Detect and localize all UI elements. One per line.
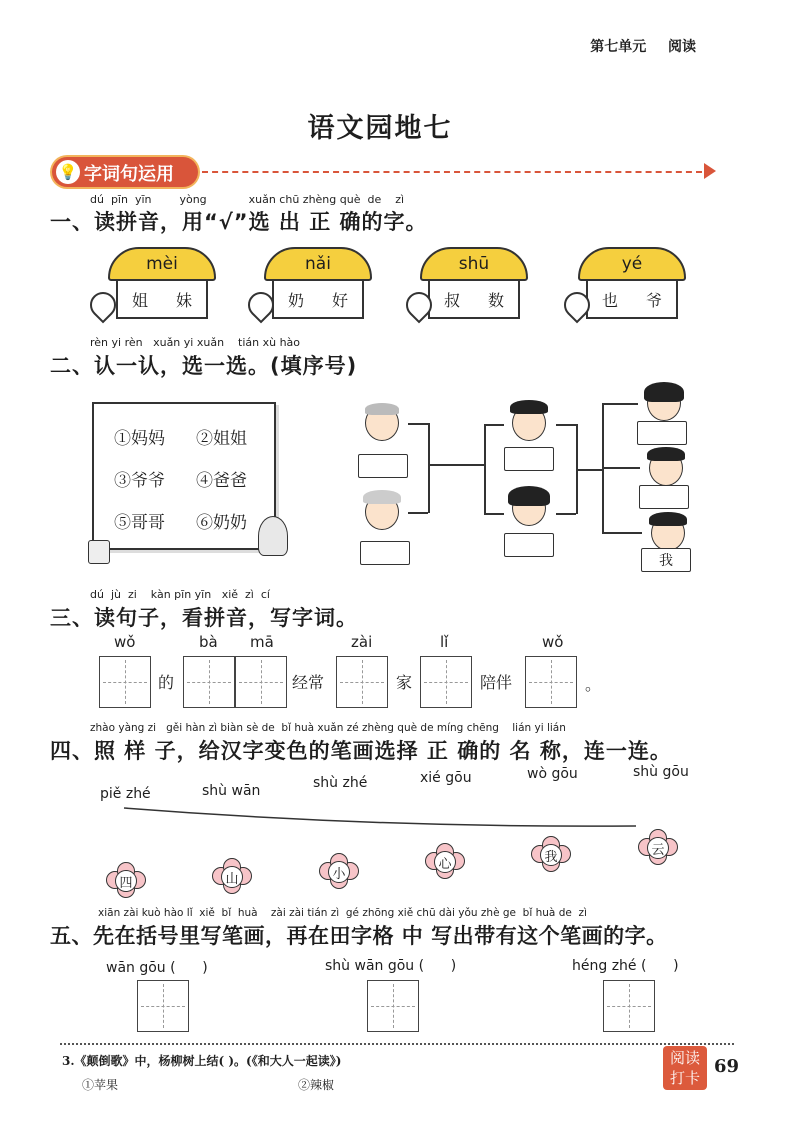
q3-word-de: 的 bbox=[158, 673, 175, 692]
stroke-name[interactable]: wò gōu bbox=[527, 766, 578, 782]
house-pinyin: shū bbox=[458, 254, 490, 274]
house-body bbox=[428, 279, 520, 319]
father-hair bbox=[510, 400, 548, 414]
section-banner bbox=[52, 157, 198, 187]
footer-dotted-line bbox=[60, 1043, 734, 1045]
tian-grid[interactable] bbox=[336, 656, 388, 708]
flower-char[interactable] bbox=[638, 829, 678, 865]
stump-icon bbox=[88, 540, 110, 564]
stroke-name[interactable]: xié gōu bbox=[420, 770, 472, 786]
answer-box-grandma[interactable] bbox=[360, 541, 410, 565]
tian-grid[interactable] bbox=[525, 656, 577, 708]
house-char[interactable]: 也 bbox=[601, 290, 618, 310]
stroke-name[interactable]: shù gōu bbox=[633, 764, 689, 780]
q3-pinyin-wo2: wǒ bbox=[542, 633, 564, 651]
tian-grid[interactable] bbox=[99, 656, 151, 708]
answer-box-father[interactable] bbox=[504, 447, 554, 471]
house-char[interactable]: 姐 bbox=[131, 290, 148, 310]
mother-hair bbox=[508, 486, 550, 506]
connector-line bbox=[428, 423, 430, 513]
q3-pinyin-zai: zài bbox=[351, 633, 373, 651]
house-pinyin: nǎi bbox=[305, 254, 331, 274]
flower-char-text: 云 bbox=[647, 837, 669, 859]
q3-word-jia: 家 bbox=[396, 673, 413, 692]
option-item: ⑤哥哥 bbox=[114, 513, 165, 533]
flower-char-text: 山 bbox=[221, 866, 243, 888]
q3-word-peiban: 陪伴 bbox=[480, 673, 513, 692]
connector-line bbox=[408, 512, 428, 514]
house-char[interactable]: 爷 bbox=[645, 290, 662, 310]
house-char[interactable]: 妹 bbox=[175, 290, 192, 310]
footer-question: 3.《颠倒歌》中，杨柳树上结( )。(《和大人一起读》) bbox=[62, 1054, 342, 1068]
q5-stroke-label[interactable]: héng zhé ( ) bbox=[572, 958, 679, 974]
options-board bbox=[92, 402, 276, 550]
flower-char[interactable] bbox=[212, 858, 252, 894]
house-body bbox=[586, 279, 678, 319]
banner-label: 字词句运用 bbox=[84, 164, 174, 185]
header bbox=[590, 36, 696, 56]
q5-pinyin: xiān zài kuò hào lǐ xiě bǐ huà zài zài tián zì gé zhōng xiě chū dài yǒu zhè ge bǐ huà de zì bbox=[98, 907, 587, 919]
q3-pinyin-wo: wǒ bbox=[114, 633, 136, 651]
q3-pinyin-li: lǐ bbox=[440, 633, 449, 651]
answer-box-girl[interactable] bbox=[637, 421, 687, 445]
house-pinyin: mèi bbox=[146, 254, 178, 274]
house-char[interactable]: 好 bbox=[331, 290, 348, 310]
me-box bbox=[641, 548, 691, 572]
grandpa-hair bbox=[365, 403, 399, 415]
flower-char[interactable] bbox=[106, 862, 146, 898]
house-char[interactable]: 奶 bbox=[287, 290, 304, 310]
flower-char-text: 心 bbox=[434, 851, 456, 873]
q3-word-end: 。 bbox=[585, 675, 602, 694]
option-item: ⑥奶奶 bbox=[196, 513, 247, 533]
tian-grid[interactable] bbox=[367, 980, 419, 1032]
q4-pinyin: zhào yàng zi gěi hàn zì biàn sè de bǐ huà xuǎn zé zhèng què de míng chēng lián yi lián bbox=[90, 722, 566, 734]
q2-pinyin: rèn yi rèn xuǎn yi xuǎn tián xù hào bbox=[90, 336, 301, 349]
reading-badge[interactable] bbox=[663, 1046, 707, 1090]
page-title: 语文园地七 bbox=[307, 113, 453, 144]
q3-word-jingchang: 经常 bbox=[292, 673, 325, 692]
flower-char[interactable] bbox=[425, 843, 465, 879]
answer-box-mother[interactable] bbox=[504, 533, 554, 557]
example-connect-line bbox=[120, 800, 640, 830]
q3-text: 三、读句子，看拼音，写字词。 bbox=[50, 606, 358, 630]
q5-stroke-label[interactable]: wān gōu ( ) bbox=[106, 960, 208, 976]
connector-line bbox=[484, 424, 504, 426]
connector-line bbox=[484, 424, 486, 514]
grandma-hair bbox=[363, 490, 401, 504]
connector-line bbox=[576, 469, 602, 471]
header-section: 阅读 bbox=[668, 39, 696, 55]
q1-pinyin: dú pīn yīn yòng xuǎn chū zhèng què de zì bbox=[90, 193, 405, 206]
connector-line bbox=[484, 513, 504, 515]
header-unit: 第七单元 bbox=[590, 39, 647, 55]
reading-badge-line2: 打卡 bbox=[669, 1069, 700, 1087]
house-char[interactable]: 数 bbox=[487, 290, 504, 310]
q4-text: 四、照 样 子，给汉字变色的笔画选择 正 确的 名 称，连一连。 bbox=[50, 739, 672, 763]
girl-hair bbox=[644, 382, 684, 402]
flower-char[interactable] bbox=[319, 853, 359, 889]
boy-hair bbox=[647, 447, 685, 461]
q5-text: 五、先在括号里写笔画，再在田字格 中 写出带有这个笔画的字。 bbox=[50, 924, 668, 948]
house-body bbox=[116, 279, 208, 319]
connector-line bbox=[556, 424, 576, 426]
connector-line bbox=[602, 403, 638, 405]
answer-box-grandpa[interactable] bbox=[358, 454, 408, 478]
tian-grid[interactable] bbox=[183, 656, 235, 708]
flower-char[interactable] bbox=[531, 836, 571, 872]
tian-grid[interactable] bbox=[137, 980, 189, 1032]
banner-dashed-line bbox=[202, 171, 702, 173]
flower-char-text: 四 bbox=[115, 870, 137, 892]
option-item: ④爸爸 bbox=[196, 471, 247, 491]
answer-box-boy[interactable] bbox=[639, 485, 689, 509]
hedgehog-icon bbox=[258, 516, 288, 556]
stroke-name[interactable]: shù zhé bbox=[313, 775, 368, 791]
option-item: ③爷爷 bbox=[114, 471, 165, 491]
reading-badge-line1: 阅读 bbox=[669, 1049, 700, 1067]
q5-stroke-label[interactable]: shù wān gōu ( ) bbox=[325, 958, 457, 974]
me-hair bbox=[649, 512, 687, 526]
q1-text: 一、读拼音，用“√”选 出 正 确的字。 bbox=[50, 210, 428, 234]
connector-line bbox=[556, 513, 576, 515]
flower-char-text: 小 bbox=[328, 861, 350, 883]
q2-text: 二、认一认，选一选。(填序号) bbox=[50, 354, 358, 378]
option-item: ①妈妈 bbox=[114, 429, 165, 449]
connector-line bbox=[602, 532, 642, 534]
option-item: ②姐姐 bbox=[196, 429, 247, 449]
connector-line bbox=[602, 467, 640, 469]
connector-line bbox=[428, 464, 484, 466]
house-body bbox=[272, 279, 364, 319]
flower-char-text: 我 bbox=[540, 844, 562, 866]
q3-pinyin-ba: bà bbox=[199, 633, 218, 651]
tian-grid[interactable] bbox=[603, 980, 655, 1032]
stroke-name[interactable]: shù wān bbox=[202, 783, 261, 799]
house-char[interactable]: 叔 bbox=[443, 290, 460, 310]
bulb-icon: 💡 bbox=[56, 160, 80, 184]
page-number: 69 bbox=[714, 1056, 740, 1077]
q3-pinyin-ma: mā bbox=[250, 633, 274, 651]
footer-option-1[interactable]: ①苹果 bbox=[82, 1078, 119, 1092]
footer-option-2[interactable]: ②辣椒 bbox=[298, 1078, 335, 1092]
stroke-name[interactable]: piě zhé bbox=[100, 786, 151, 802]
me-label: 我 bbox=[659, 553, 673, 569]
tian-grid[interactable] bbox=[235, 656, 287, 708]
tian-grid[interactable] bbox=[420, 656, 472, 708]
q3-pinyin: dú jù zi kàn pīn yīn xiě zì cí bbox=[90, 588, 270, 601]
house-pinyin: yé bbox=[621, 254, 643, 274]
banner-arrow-icon bbox=[704, 163, 716, 179]
connector-line bbox=[408, 423, 428, 425]
